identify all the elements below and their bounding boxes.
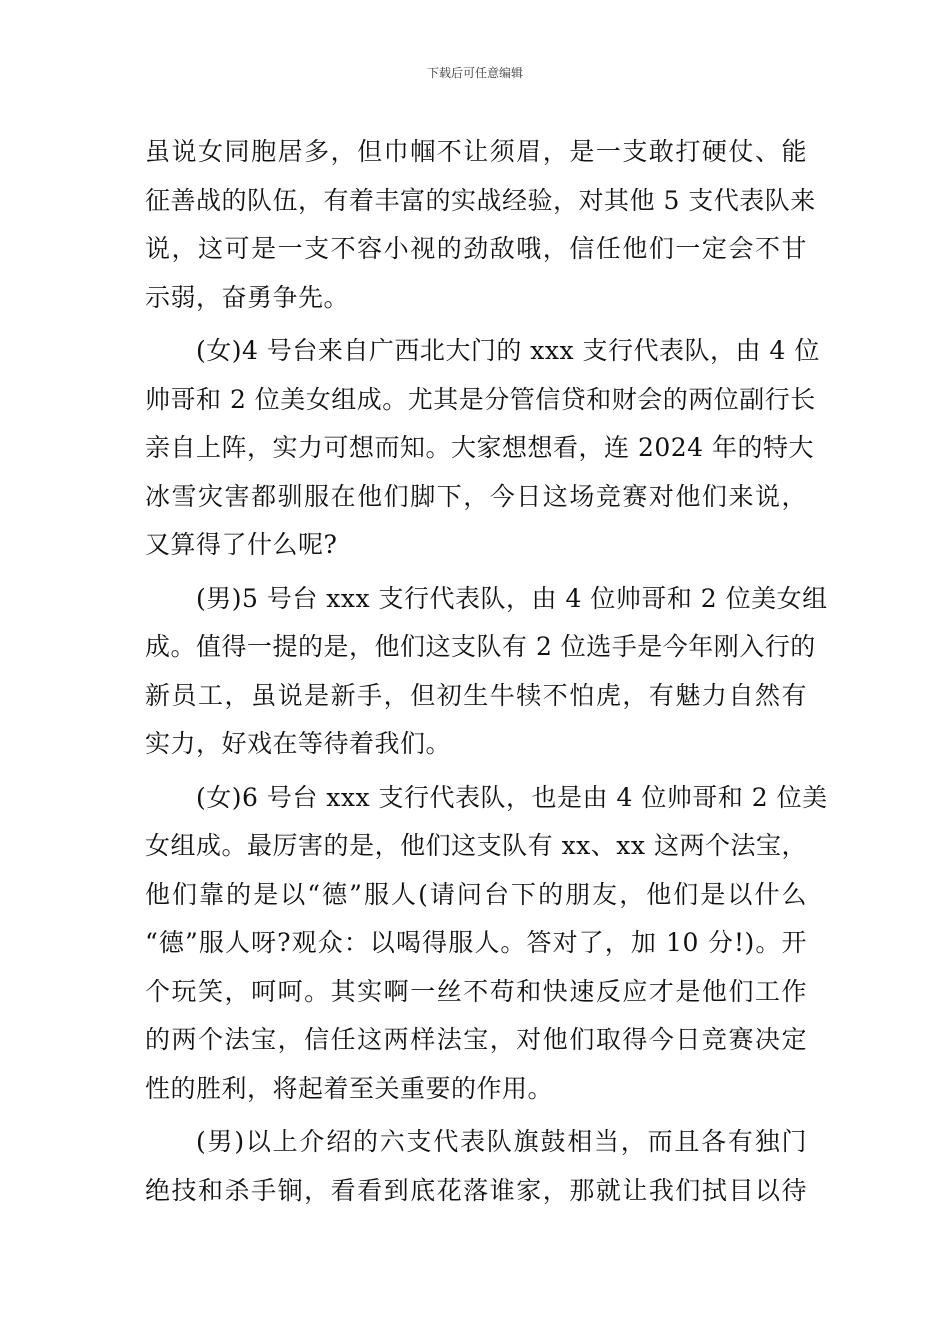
text-line: (女)4 号台来自广西北大门的 xxx 支行代表队，由 4 位 [196,336,820,365]
text-line: (男)以上介绍的六支代表队旗鼓相当，而且各有独门 [196,1127,807,1156]
text-line: 又算得了什么呢? [145,530,338,559]
text-line: 的两个法宝，信任这两样法宝，对他们取得今日竞赛决定 [145,1025,807,1054]
paragraph-2 [145,327,820,570]
text-line: 成。值得一提的是，他们这支队有 2 位选手是今年刚入行的 [145,632,816,661]
text-line: (女)6 号台 xxx 支行代表队，也是由 4 位帅哥和 2 位美 [196,782,828,812]
text-line: 个玩笑，呵呵。其实啊一丝不苟和快速反应才是他们工作 [145,976,807,1006]
paragraph-5 [145,1118,807,1215]
text-line: 征善战的队伍，有着丰富的实战经验，对其他 5 支代表队来 [145,185,816,215]
text-line: “德”服人呀?观众：以喝得服人。答对了，加 10 分!)。开 [145,928,807,957]
text-line: 帅哥和 2 位美女组成。尤其是分管信贷和财会的两位副行长 [145,384,816,414]
text-line: 性的胜利，将起着至关重要的作用。 [145,1073,554,1103]
text-line: 绝技和杀手锏，看看到底花落谁家，那就让我们拭目以待 [145,1175,807,1205]
text-line: (男)5 号台 xxx 支行代表队，由 4 位帅哥和 2 位美女组 [196,583,828,613]
text-line: 新员工，虽说是新手，但初生牛犊不怕虎，有魅力自然有 [145,680,807,710]
text-line: 虽说女同胞居多，但巾帼不让须眉，是一支敢打硬仗、能 [145,137,807,166]
text-line: 说，这可是一支不容小视的劲敌哦，信任他们一定会不甘 [145,234,807,263]
paragraph-4 [145,774,828,1114]
text-line: 亲自上阵，实力可想而知。大家想想看，连 2024 年的特大 [145,433,815,462]
document-body [145,128,828,1215]
text-line: 女组成。最厉害的是，他们这支队有 xx、xx 这两个法宝， [145,831,807,860]
paragraph-1 [145,128,816,322]
text-line: 实力，好戏在等待着我们。 [145,729,452,758]
page-header-note: 下载后可任意编辑 [426,66,523,80]
text-line: 示弱，奋勇争先。 [145,282,350,312]
text-line: 冰雪灾害都驯服在他们脚下，今日这场竞赛对他们来说， [145,481,807,511]
paragraph-3 [145,575,828,769]
text-line: 他们靠的是以“德”服人(请问台下的朋友，他们是以什么 [145,879,807,909]
